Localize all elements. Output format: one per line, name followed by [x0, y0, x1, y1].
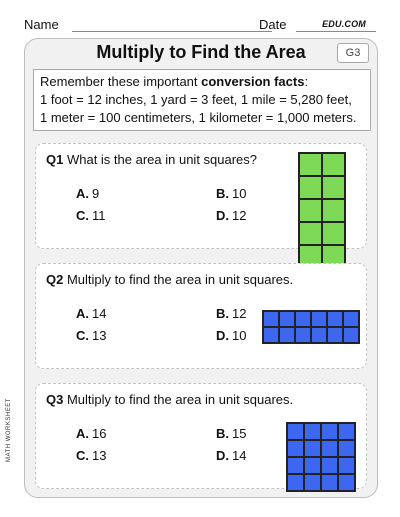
name-label: Name — [24, 17, 59, 32]
header — [24, 15, 376, 35]
option-value: 15 — [232, 426, 247, 441]
unit-square — [263, 311, 279, 327]
option-value: 14 — [92, 306, 107, 321]
unit-square — [263, 327, 279, 343]
unit-square — [321, 440, 338, 457]
option-letter: D. — [216, 328, 229, 343]
unit-square — [287, 474, 304, 491]
area-figure-q2 — [262, 310, 360, 344]
question-2-number: Q2 — [46, 272, 64, 287]
unit-square — [327, 327, 343, 343]
page-title: Multiply to Find the Area — [96, 42, 306, 62]
unit-square — [322, 153, 345, 176]
option-value: 10 — [232, 186, 247, 201]
side-label: MATH WORKSHEET — [6, 398, 12, 462]
unit-square — [299, 222, 322, 245]
unit-square — [304, 457, 321, 474]
option-letter: C. — [76, 448, 89, 463]
unit-square — [327, 311, 343, 327]
question-1-prompt: What is the area in unit squares? — [66, 152, 258, 167]
option-letter: A. — [76, 306, 89, 321]
question-3-prompt: Multiply to find the area in unit squares. — [66, 392, 294, 407]
unit-square — [287, 457, 304, 474]
option-value: 9 — [92, 186, 100, 201]
worksheet — [24, 38, 378, 498]
option-letter: C. — [76, 208, 89, 223]
option-letter: D. — [216, 448, 229, 463]
option-b[interactable] — [216, 426, 246, 441]
grade-badge: G3 — [337, 43, 369, 63]
option-letter: B. — [216, 426, 229, 441]
unit-square — [321, 457, 338, 474]
unit-square — [279, 327, 295, 343]
question-1 — [35, 143, 367, 249]
option-d[interactable] — [216, 328, 246, 343]
option-value: 12 — [232, 306, 247, 321]
option-value: 13 — [92, 448, 107, 463]
unit-square — [287, 423, 304, 440]
unit-square — [304, 423, 321, 440]
area-figure-q3 — [286, 422, 356, 492]
unit-square — [322, 222, 345, 245]
question-1-number: Q1 — [46, 152, 64, 167]
option-d[interactable] — [216, 208, 246, 223]
unit-square — [295, 311, 311, 327]
unit-square — [311, 327, 327, 343]
date-line — [296, 31, 376, 32]
question-3-text — [46, 392, 293, 407]
question-3 — [35, 383, 367, 489]
unit-square — [287, 440, 304, 457]
unit-square — [322, 176, 345, 199]
facts-emphasis: conversion facts — [201, 74, 305, 89]
unit-square — [321, 423, 338, 440]
unit-square — [322, 199, 345, 222]
option-b[interactable] — [216, 186, 246, 201]
facts-line-1 — [40, 73, 364, 91]
question-1-text — [46, 152, 257, 167]
unit-square — [299, 176, 322, 199]
option-value: 13 — [92, 328, 107, 343]
option-letter: C. — [76, 328, 89, 343]
option-value: 14 — [232, 448, 247, 463]
question-2 — [35, 263, 367, 369]
unit-square — [299, 153, 322, 176]
option-c[interactable] — [76, 448, 106, 463]
question-2-prompt: Multiply to find the area in unit squares. — [66, 272, 294, 287]
unit-square — [311, 311, 327, 327]
option-c[interactable] — [76, 208, 106, 223]
unit-square — [299, 199, 322, 222]
facts-intro: Remember these important — [40, 74, 202, 89]
unit-square — [338, 457, 355, 474]
facts-colon: : — [304, 74, 309, 89]
unit-square — [304, 440, 321, 457]
option-letter: D. — [216, 208, 229, 223]
unit-square — [338, 423, 355, 440]
option-a[interactable] — [76, 186, 99, 201]
option-letter: B. — [216, 306, 229, 321]
unit-square — [279, 311, 295, 327]
option-value: 12 — [232, 208, 247, 223]
unit-square — [343, 311, 359, 327]
question-3-number: Q3 — [46, 392, 64, 407]
option-value: 10 — [232, 328, 247, 343]
unit-square — [343, 327, 359, 343]
conversion-facts-box — [33, 69, 371, 131]
unit-square — [338, 440, 355, 457]
option-value: 11 — [92, 208, 106, 223]
question-2-text — [46, 272, 293, 287]
name-line — [72, 31, 272, 32]
facts-line-2: 1 foot = 12 inches, 1 yard = 3 feet, 1 mile = 5,280 feet, — [40, 92, 352, 107]
title-bar — [25, 39, 377, 67]
logo: EDU.COM — [322, 19, 366, 29]
unit-square — [338, 474, 355, 491]
option-b[interactable] — [216, 306, 246, 321]
option-c[interactable] — [76, 328, 106, 343]
option-letter: A. — [76, 426, 89, 441]
option-value: 16 — [92, 426, 107, 441]
unit-square — [304, 474, 321, 491]
area-figure-q1 — [298, 152, 346, 269]
unit-square — [295, 327, 311, 343]
date-label: Date — [259, 17, 287, 32]
option-d[interactable] — [216, 448, 246, 463]
option-letter: B. — [216, 186, 229, 201]
facts-line-3: 1 meter = 100 centimeters, 1 kilometer = 1,000 meters. — [40, 110, 357, 125]
unit-square — [321, 474, 338, 491]
option-letter: A. — [76, 186, 89, 201]
option-a[interactable] — [76, 306, 106, 321]
option-a[interactable] — [76, 426, 106, 441]
